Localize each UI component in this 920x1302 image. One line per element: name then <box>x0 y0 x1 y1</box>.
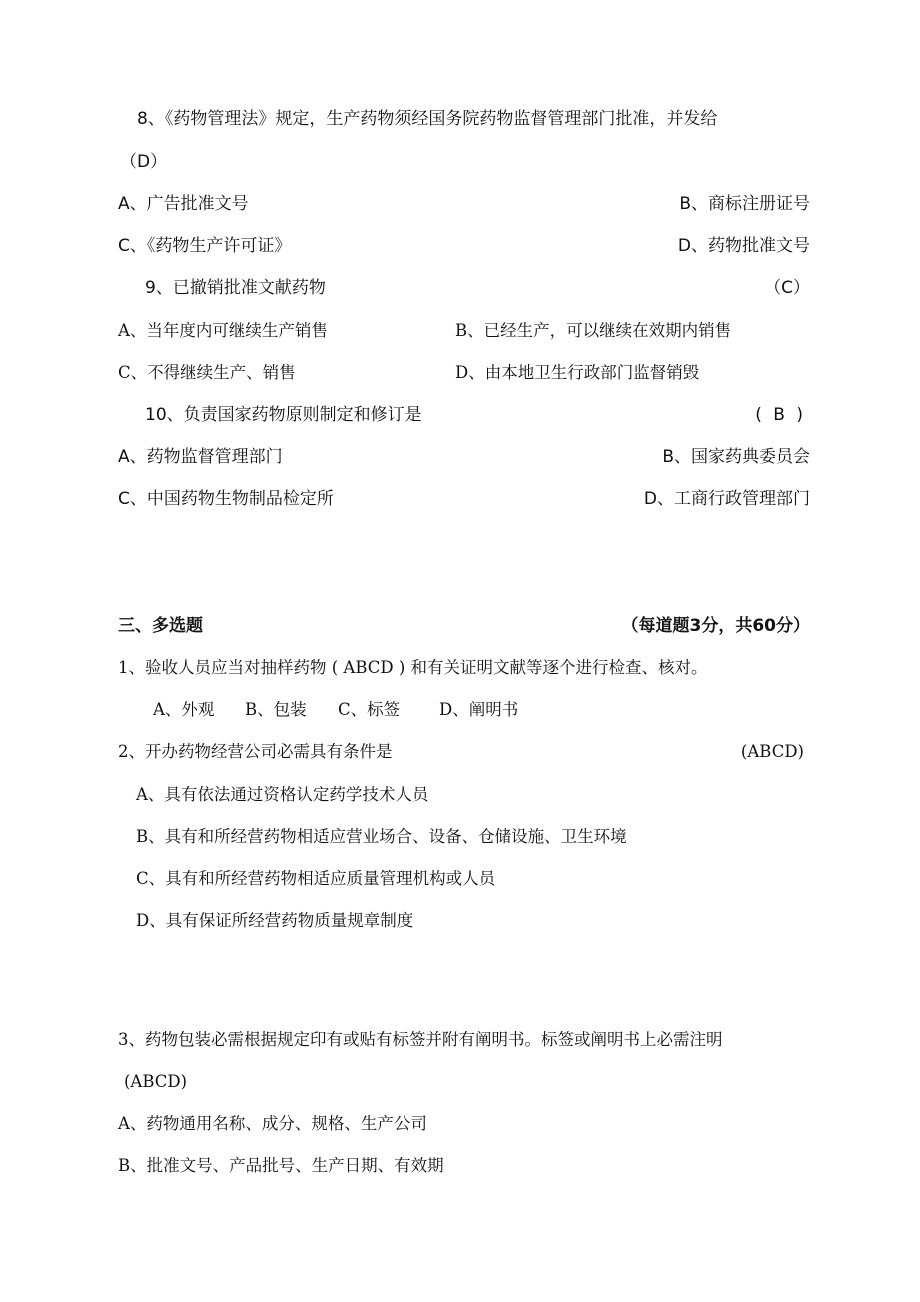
mq1-option-a: A、外观 <box>153 700 215 719</box>
q10-option-b: B、国家药典委员会 <box>662 447 810 467</box>
q8-option-b: B、商标注册证号 <box>679 194 810 214</box>
mq3-answer: (ABCD) <box>124 1072 188 1091</box>
section-score: （每道题3分，共60分） <box>621 616 810 636</box>
q8-option-c: C、《药物生产许可证》 <box>118 236 292 256</box>
mq1-stem: 1、验收人员应当对抽样药物 ( ABCD ) 和有关证明文献等逐个进行检查、核对。 <box>118 658 708 677</box>
mq3-stem: 3、药物包装必需根据规定印有或贴有标签并附有阐明书。标签或阐明书上必需注明 <box>118 1030 723 1049</box>
mq1-option-d: D、阐明书 <box>439 700 519 719</box>
mq2-option-d: D、具有保证所经营药物质量规章制度 <box>136 911 414 930</box>
q10-answer: ( B ) <box>755 405 806 425</box>
mq3-option-a: A、药物通用名称、成分、规格、生产公司 <box>118 1114 427 1133</box>
section-title: 三、多选题 <box>118 616 203 636</box>
mq2-option-c: C、具有和所经营药物相适应质量管理机构或人员 <box>136 869 496 888</box>
q8-stem: 8、《药物管理法》规定，生产药物须经国务院药物监督管理部门批准，并发给 <box>137 109 718 129</box>
q9-answer: （C） <box>764 278 810 298</box>
q9-option-c: C、不得继续生产、销售 <box>118 363 296 382</box>
mq1-options <box>153 699 518 721</box>
q9-option-a: A、当年度内可继续生产销售 <box>118 321 328 340</box>
q10-option-c: C、中国药物生物制品检定所 <box>118 489 334 509</box>
q9-stem: 9、已撤销批准文献药物 <box>145 278 326 298</box>
q8-answer: （D） <box>120 152 168 172</box>
mq2-option-b: B、具有和所经营药物相适应营业场合、设备、仓储设施、卫生环境 <box>136 827 627 846</box>
mq2-answer: (ABCD) <box>740 742 804 761</box>
mq2-stem: 2、开办药物经营公司必需具有条件是 <box>118 742 393 761</box>
q9-option-d: D、由本地卫生行政部门监督销毁 <box>455 363 700 382</box>
mq1-option-c: C、标签 <box>338 700 401 719</box>
mq1-option-b: B、包装 <box>245 700 307 719</box>
q9-option-b: B、已经生产，可以继续在效期内销售 <box>455 321 732 340</box>
q10-option-d: D、工商行政管理部门 <box>643 489 810 509</box>
q10-option-a: A、药物监督管理部门 <box>118 447 283 467</box>
q8-option-d: D、药物批准文号 <box>677 236 810 256</box>
q10-stem: 10、负责国家药物原则制定和修订是 <box>145 405 422 425</box>
mq2-option-a: A、具有依法通过资格认定药学技术人员 <box>136 785 429 804</box>
mq3-option-b: B、批准文号、产品批号、生产日期、有效期 <box>118 1156 444 1175</box>
q8-option-a: A、广告批准文号 <box>118 194 249 214</box>
